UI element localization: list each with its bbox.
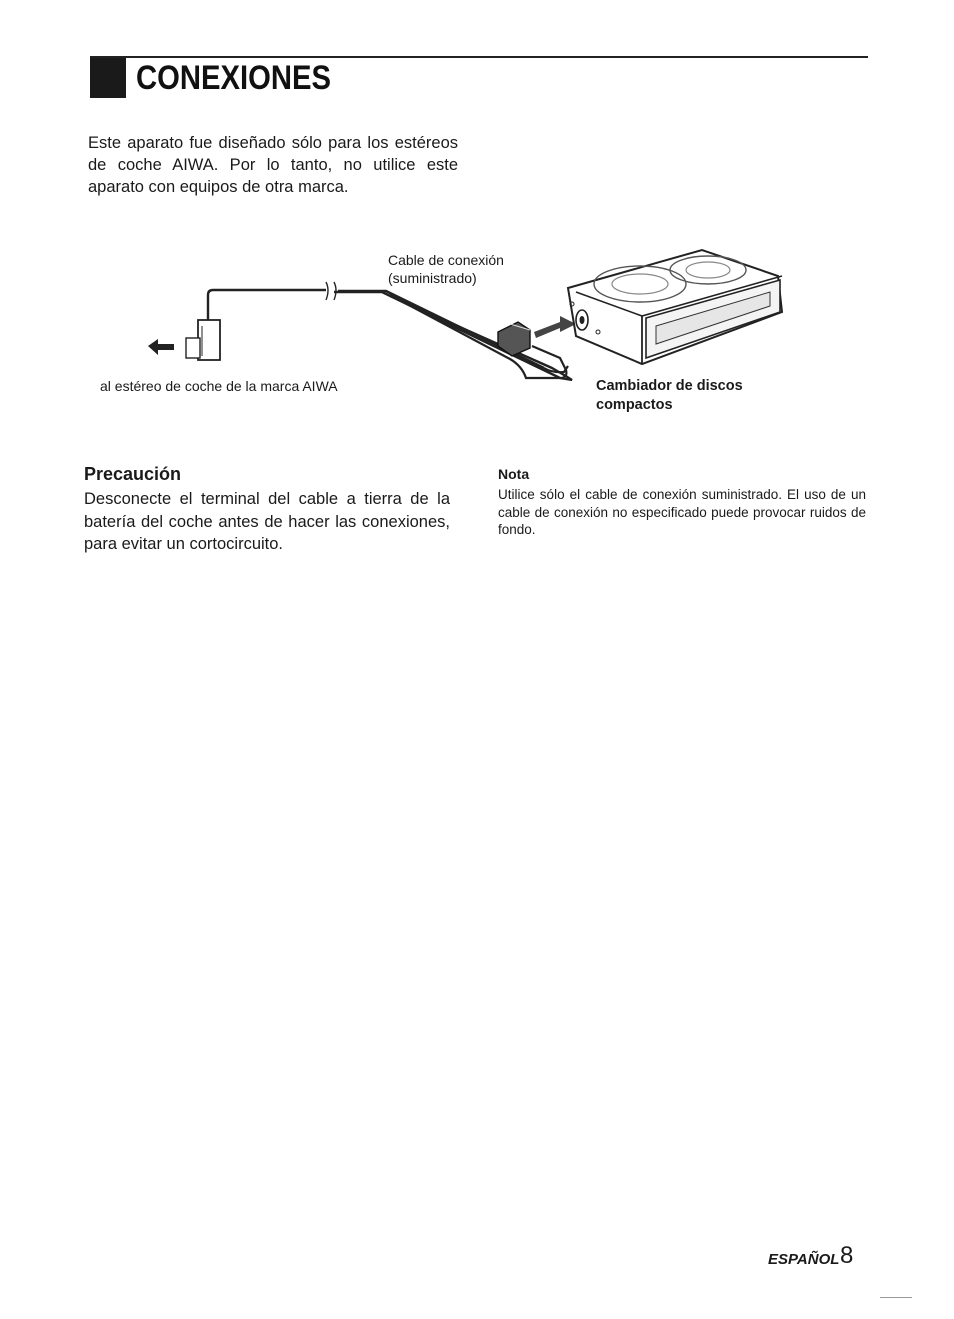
caution-body: Desconecte el terminal del cable a tierra de la batería del coche antes de hacer las conexiones, para evitar un cortocircuito. bbox=[84, 490, 450, 553]
caution-heading: Precaución bbox=[84, 464, 182, 484]
cable-label: Cable de conexión (suministrado) bbox=[388, 252, 504, 286]
footer-language: ESPAÑOL bbox=[768, 1251, 840, 1268]
intro-paragraph: Este aparato fue diseñado sólo para los estéreos de coche AIWA. Por lo tanto, no utilice este aparato con equipos de otra marca. bbox=[88, 134, 458, 196]
corner-mark bbox=[880, 1297, 912, 1298]
note-heading: Nota bbox=[498, 466, 530, 482]
stereo-label: al estéreo de coche de la marca AIWA bbox=[100, 378, 338, 394]
title-marker-block bbox=[90, 58, 126, 98]
page-title: CONEXIONES bbox=[136, 59, 331, 97]
changer-label: Cambiador de discos compactos bbox=[596, 378, 743, 413]
note-body: Utilice sólo el cable de conexión suministrado. El uso de un cable de conexión no especificado puede provocar ruidos de fondo. bbox=[498, 487, 866, 537]
page-number: 8 bbox=[840, 1242, 854, 1269]
